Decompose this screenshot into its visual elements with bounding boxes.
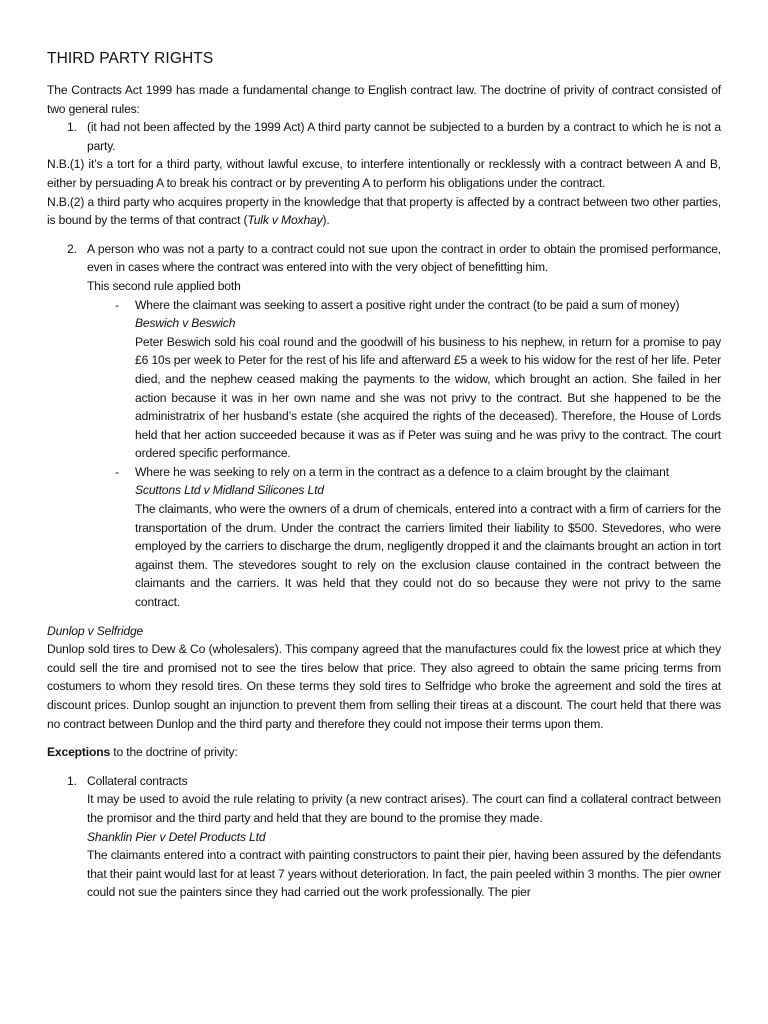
intro-paragraph: The Contracts Act 1999 has made a fundamental change to English contract law. The doctrine of privity of contract consisted of two general rules: — [47, 83, 721, 116]
dunlop-case-body: Dunlop sold tires to Dew & Co (wholesalers). This company agreed that the manufactures could fix the lowest price at which they could sell the tire and promised not to see the tires below that price. They also agreed to obtain the same pricing terms from costumers to whom they resold tires. On these terms they sold tires to Selfridge who broke the agreement and sold the tires at discount prices. Dunlop sought an injunction to prevent them from selling their tireas at a discount. The court held that there was no contract between Dunlop and the third party and therefore they could not impose their terms upon them. — [47, 642, 721, 731]
document-title: THIRD PARTY RIGHTS — [47, 50, 214, 67]
rule-2-item-1 — [47, 296, 721, 315]
nb-2-text: N.B.(2) a third party who acquires property in the knowledge that that property is affected by a contract between two other parties, is bound by the terms of that contract ( — [47, 194, 721, 228]
dash-bullet: - — [115, 297, 119, 312]
exception-1 — [47, 772, 721, 791]
exception-1-title: Collateral contracts — [87, 773, 188, 788]
rule-1-text: (it had not been affected by the 1999 Act) A third party cannot be subjected to a burden by a contract to which he is not a party. — [87, 120, 721, 153]
dash-bullet: - — [115, 464, 119, 479]
rule-2-applied: This second rule applied both — [87, 278, 241, 293]
rule-2 — [47, 240, 721, 277]
exception-1-body: The claimants entered into a contract with painting constructors to paint their pier, having been assured by the defendants that their paint would last for at least 7 years without deterioration. In fact, the pain peeled within 3 months. The pier owner could not sue the painters since they had carried out the work professionally. The pier — [87, 848, 721, 900]
nb-2-closing: ). — [322, 213, 330, 228]
rule-2-item-1-text: Where the claimant was seeking to assert a positive right under the contract (to be paid a sum of money) — [135, 297, 680, 312]
nb-1-paragraph: N.B.(1) it’s a tort for a third party, without lawful excuse, to interfere intentionally or recklessly with a contract between A and B, either by persuading A to break his contract or by preventing A to perform his obligations under the contract. — [47, 157, 721, 190]
rule-2-item-2-body: The claimants, who were the owners of a drum of chemicals, entered into a contract with a firm of carriers for the transportation of the drum. Under the contract the carriers limited their liability to $500. Stevedores, who were employed by the carriers to discharge the drum, negligently dropped it and the claimants brought an action in tort against them. The stevedores sought to rely on the exclusion clause contained in the contract between the claimants and the carriers. It was held that they could not do so because they were not privy to the same contract. — [135, 502, 721, 610]
rule-1-number: 1. — [67, 120, 77, 135]
rule-2-item-1-body: Peter Beswich sold his coal round and the goodwill of his business to his nephew, in return for a promise to pay £6 10s per week to Peter for the rest of his life and afterward £5 a week to his widow for the rest of her life. Peter died, and the nephew ceased making the payments to the widow, which brought an action. She failed in her action because it was in her own name and she was not privy to the contract. But she happened to be the administratrix of her husband’s estate (she acquired the rights of the deceased). Therefore, the House of Lords held that her action succeeded because it was as if Peter was suing and he was privy to the contract. The court ordered specific performance. — [135, 334, 721, 461]
rule-1 — [47, 118, 721, 155]
exception-1-number: 1. — [67, 773, 77, 788]
nb-2-paragraph — [47, 193, 721, 230]
rule-2-text: A person who was not a party to a contract could not sue upon the contract in order to obtain the promised performance, even in cases where the contract was entered into with the very object of benefitting him. — [87, 241, 721, 275]
rule-2-item-1-case: Beswich v Beswich — [135, 316, 236, 331]
exception-1-case: Shanklin Pier v Detel Products Ltd — [87, 829, 266, 844]
rule-2-item-2-text: Where he was seeking to rely on a term in the contract as a defence to a claim brought by the claimant — [135, 464, 669, 479]
dunlop-case-title: Dunlop v Selfridge — [47, 623, 144, 638]
rule-2-number: 2. — [67, 241, 77, 256]
exceptions-heading-bold: Exceptions — [47, 745, 111, 760]
nb-2-case: Tulk v Moxhay — [247, 213, 323, 228]
rule-2-item-2 — [47, 463, 721, 482]
exceptions-heading-rest: to the doctrine of privity: — [110, 745, 238, 760]
document-body — [47, 49, 721, 902]
exceptions-heading — [47, 743, 721, 762]
rule-2-item-2-case: Scuttons Ltd v Midland Silicones Ltd — [135, 483, 324, 498]
exception-1-text: It may be used to avoid the rule relating to privity (a new contract arises). The court can find a collateral contract between the promisor and the third party and held that they are bound to the promise they made. — [87, 792, 721, 825]
